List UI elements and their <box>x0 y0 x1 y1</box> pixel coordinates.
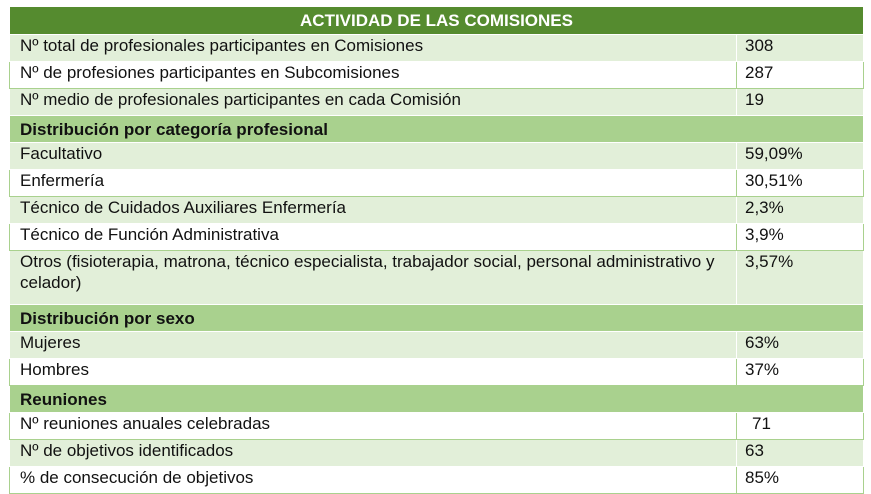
row-value: 85% <box>737 467 864 494</box>
row-value: 37% <box>737 359 864 386</box>
row-label: Nº total de profesionales participantes en Comisiones <box>10 35 737 62</box>
table-row <box>10 35 864 62</box>
table-row <box>10 467 864 494</box>
section-header-categoria: Distribución por categoría profesional <box>10 116 864 143</box>
table-row <box>10 62 864 89</box>
row-value: 308 <box>737 35 864 62</box>
section-header-reuniones: Reuniones <box>10 386 864 413</box>
row-value: 71 <box>737 413 864 440</box>
row-label: Nº reuniones anuales celebradas <box>10 413 737 440</box>
section-header-row <box>10 386 864 413</box>
row-value: 3,57% <box>737 251 864 305</box>
table-title-row <box>10 7 864 35</box>
row-value: 2,3% <box>737 197 864 224</box>
row-label: Hombres <box>10 359 737 386</box>
section-header-row <box>10 116 864 143</box>
row-label: Técnico de Función Administrativa <box>10 224 737 251</box>
row-label: Otros (fisioterapia, matrona, técnico especialista, trabajador social, personal administrativo y celador) <box>10 251 737 305</box>
row-label: Nº de objetivos identificados <box>10 440 737 467</box>
table-row <box>10 251 864 305</box>
row-label: Enfermería <box>10 170 737 197</box>
table-row <box>10 359 864 386</box>
row-value: 59,09% <box>737 143 864 170</box>
row-value: 63% <box>737 332 864 359</box>
table-row <box>10 440 864 467</box>
table-row <box>10 89 864 116</box>
row-value: 30,51% <box>737 170 864 197</box>
row-value: 19 <box>737 89 864 116</box>
comisiones-activity-table <box>9 6 864 494</box>
row-value: 63 <box>737 440 864 467</box>
table-row <box>10 143 864 170</box>
row-label: Mujeres <box>10 332 737 359</box>
table-row <box>10 413 864 440</box>
section-header-row <box>10 305 864 332</box>
row-label: Nº medio de profesionales participantes en cada Comisión <box>10 89 737 116</box>
table-row <box>10 197 864 224</box>
table-title: ACTIVIDAD DE LAS COMISIONES <box>10 7 864 35</box>
row-label: Facultativo <box>10 143 737 170</box>
row-value: 3,9% <box>737 224 864 251</box>
table-row <box>10 170 864 197</box>
table-row <box>10 332 864 359</box>
row-label: Nº de profesiones participantes en Subcomisiones <box>10 62 737 89</box>
row-value: 287 <box>737 62 864 89</box>
section-header-sexo: Distribución por sexo <box>10 305 864 332</box>
row-label: % de consecución de objetivos <box>10 467 737 494</box>
row-label: Técnico de Cuidados Auxiliares Enfermería <box>10 197 737 224</box>
table-row <box>10 224 864 251</box>
